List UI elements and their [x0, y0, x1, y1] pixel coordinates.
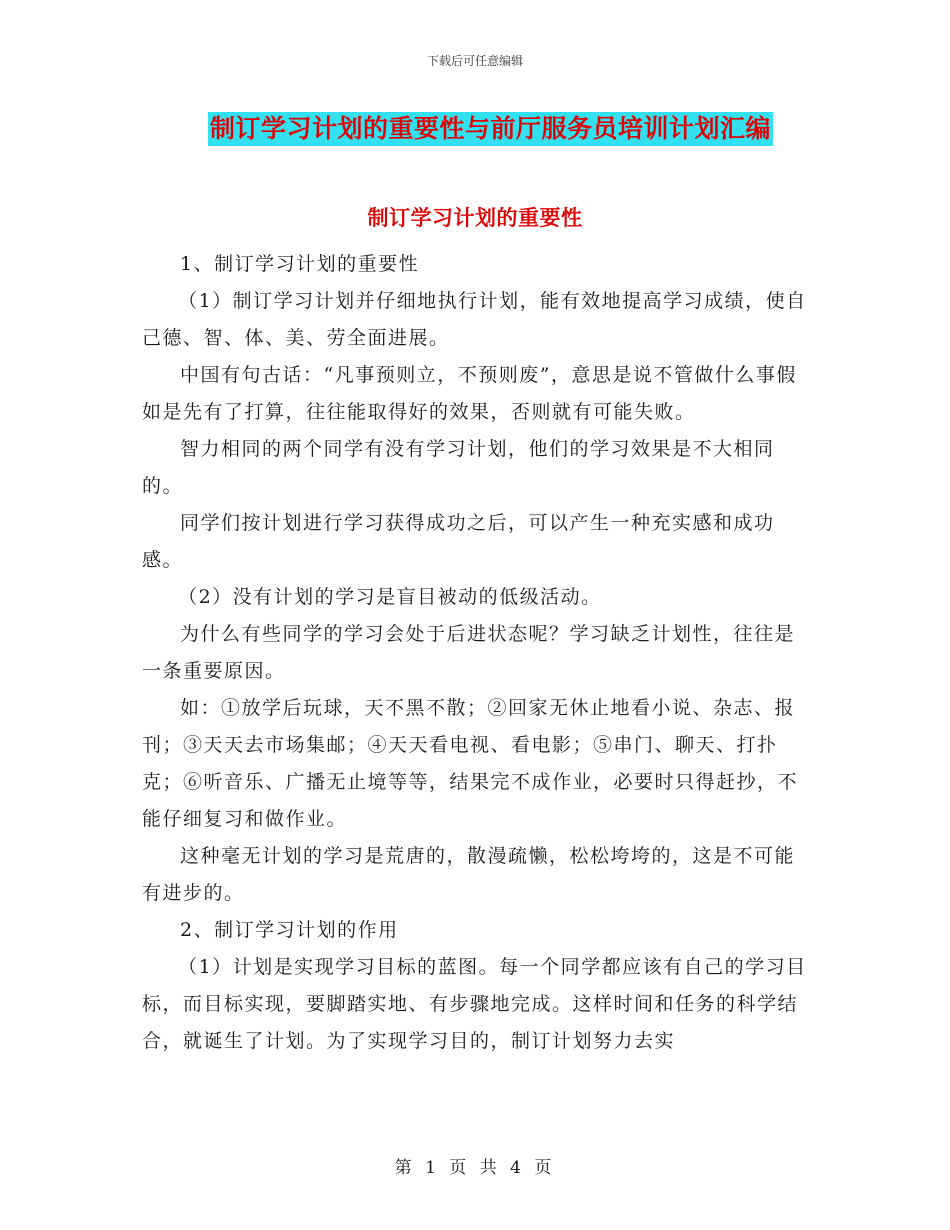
page-footer: 第 1 页 共 4 页: [394, 1158, 556, 1178]
paragraph: （2）没有计划的学习是盲目被动的低级活动。: [178, 586, 602, 608]
paragraph: （1）计划是实现学习目标的蓝图。每一个同学都应该有自己的学习目标，而目标实现，要脚踏实地、有步骤地完成。这样时间和任务的科学结合，就诞生了计划。为了实现学习目的，制订计划努力去实: [142, 956, 807, 1052]
paragraph: 如：①放学后玩球，天不黑不散；②回家无休止地看小说、杂志、报刊；③天天去市场集邮；④天天看电视、看电影；⑤串门、聊天、打扑克；⑥听音乐、广播无止境等等，结果完不成作业，必要时只得赶抄，不能仔细复习和做作业。: [142, 697, 799, 830]
paragraph-heading-1: 1、制订学习计划的重要性: [180, 253, 420, 275]
header-note: 下载后可任意编辑: [426, 54, 523, 68]
document-body: [142, 246, 812, 1060]
paragraph-heading-2: 2、制订学习计划的作用: [180, 919, 399, 941]
paragraph: 同学们按计划进行学习获得成功之后，可以产生一种充实感和成功感。: [142, 512, 775, 571]
paragraph: 中国有句古话：“凡事预则立，不预则废”，意思是说不管做什么事假如是先有了打算，往往能取得好的效果，否则就有可能失败。: [142, 364, 797, 423]
paragraph: 为什么有些同学的学习会处于后进状态呢？学习缺乏计划性，往往是一条重要原因。: [142, 623, 796, 682]
paragraph: 智力相同的两个同学有没有学习计划，他们的学习效果是不大相同的。: [142, 438, 775, 497]
paragraph: 这种毫无计划的学习是荒唐的，散漫疏懒，松松垮垮的，这是不可能有进步的。: [142, 845, 796, 904]
document-title: 制订学习计划的重要性与前厅服务员培训计划汇编: [208, 112, 773, 146]
paragraph: （1）制订学习计划并仔细地执行计划，能有效地提高学习成绩，使自己德、智、体、美、劳全面进展。: [142, 290, 807, 349]
section-title: 制订学习计划的重要性: [367, 205, 583, 230]
